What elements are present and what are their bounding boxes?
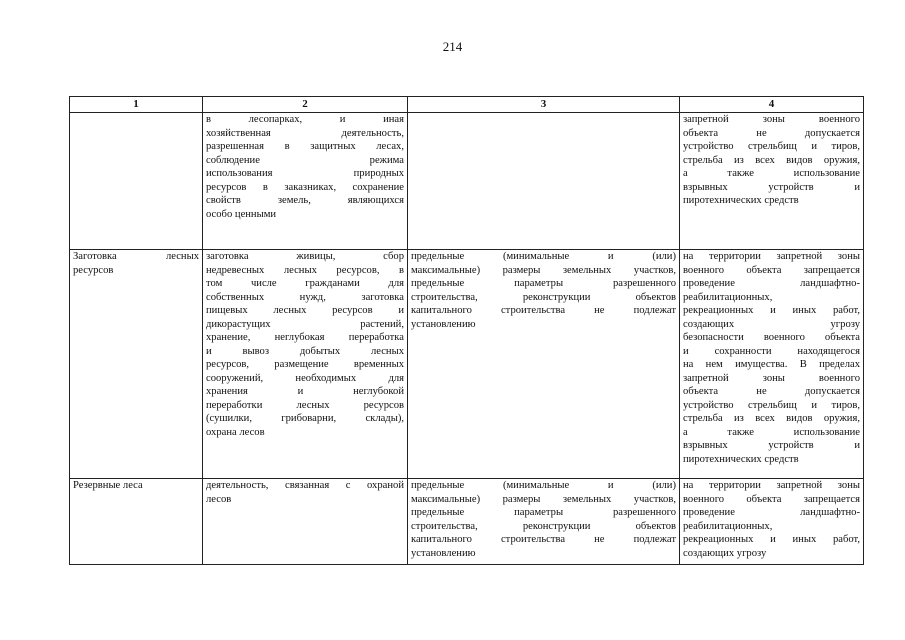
cell-text-line: рекреационных и иных работ, [683, 534, 860, 545]
cell-text-line: капитального строительства не подлежат [411, 305, 676, 316]
cell-text-line: и вывоз добытых лесных [206, 345, 404, 357]
page-number: 214 [442, 39, 463, 54]
cell-text-line: охрана лесов [206, 426, 265, 438]
table-header-row [70, 97, 864, 113]
cell-text-line: заготовка живицы, сбор [206, 251, 404, 262]
cell-text-line: на нем имущества. В пределах [683, 359, 860, 370]
cell-text-line: ресурсов, размещение временных [206, 359, 404, 370]
cell-text-line: стрельба из всех видов оружия, [683, 154, 860, 166]
table-row [70, 479, 864, 565]
cell-text-line: предельные параметры разрешенного [411, 278, 676, 289]
table-row [70, 250, 864, 479]
cell-text-line: хранение, неглубокая переработка [206, 332, 404, 343]
document-table [69, 96, 864, 565]
column-header-2: 2 [203, 97, 408, 113]
cell-text-line: стрельба из всех видов оружия, [683, 413, 860, 424]
cell-text-line: запретной зоны военного [683, 372, 860, 384]
table-cell-col1 [70, 250, 203, 479]
cell-text-line: лесов [206, 493, 232, 505]
cell-text-line: реабилитационных, [683, 520, 773, 532]
cell-text-line: создающих угрозу [683, 318, 860, 330]
table-row [70, 113, 864, 250]
cell-text-line: максимальные) размеры земельных участков, [411, 264, 676, 276]
cell-text-line: хранения и неглубокой [206, 386, 404, 397]
column-header-4: 4 [680, 97, 864, 113]
table-cell-col1 [70, 479, 203, 565]
cell-text-line: собственных нужд, заготовка [206, 291, 404, 303]
cell-text-line: объекта не допускается [683, 127, 860, 139]
cell-text-line: и сохранности находящегося [683, 345, 860, 357]
cell-text-line: использования природных [206, 168, 404, 179]
cell-text-line: рекреационных и иных работ, [683, 305, 860, 316]
cell-text-line: устройство стрельбищ и тиров, [683, 399, 860, 411]
cell-text-line: пищевых лесных ресурсов и [206, 305, 404, 316]
table-cell-col3 [408, 250, 680, 479]
cell-text-line: Заготовка лесных [73, 251, 199, 262]
cell-text-line: дикорастущих растений, [206, 318, 404, 330]
cell-text-line: максимальные) размеры земельных участков, [411, 493, 676, 505]
cell-text-line: реабилитационных, [683, 291, 773, 303]
cell-text-line: предельные (минимальные и (или) [411, 480, 676, 491]
cell-text-line: ресурсов [73, 264, 114, 276]
cell-text-line: соблюдение режима [206, 154, 404, 166]
cell-text-line: а также использование [683, 426, 860, 438]
table-cell-col4 [680, 113, 864, 250]
table-cell-col4 [680, 250, 864, 479]
cell-text-line: особо ценными [206, 208, 277, 220]
cell-text-line: запретной зоны военного [683, 114, 860, 125]
table-cell-col2 [203, 479, 408, 565]
cell-text-line: строительства, реконструкции объектов [411, 291, 676, 303]
cell-text-line: установлению [411, 318, 476, 330]
cell-text-line: сооружений, необходимых для [206, 372, 404, 384]
cell-text-line: взрывных устройств и [683, 181, 860, 193]
cell-text-line: военного объекта запрещается [683, 264, 860, 276]
cell-text-line: пиротехнических средств [683, 453, 799, 465]
cell-text-line: объекта не допускается [683, 386, 860, 397]
cell-text-line: предельные (минимальные и (или) [411, 251, 676, 262]
cell-text-line: том числе гражданами для [206, 278, 404, 289]
cell-text-line: деятельность, связанная с охраной [206, 480, 404, 491]
cell-text-line: хозяйственная деятельность, [206, 127, 404, 139]
cell-text-line: а также использование [683, 168, 860, 179]
cell-text-line: свойств земель, являющихся [206, 195, 404, 206]
table-cell-col2 [203, 113, 408, 250]
cell-text-line: в лесопарках, и иная [206, 114, 404, 125]
table-cell-col3 [408, 479, 680, 565]
cell-text-line: установлению [411, 547, 476, 559]
table-cell-col3 [408, 113, 680, 250]
cell-text-line: ресурсов в заказниках, сохранение [206, 181, 404, 193]
cell-text-line: взрывных устройств и [683, 440, 860, 451]
table-viewport [0, 96, 905, 576]
table-cell-col1 [70, 113, 203, 250]
table-cell-col2 [203, 250, 408, 479]
cell-text-line: устройство стрельбищ и тиров, [683, 141, 860, 152]
cell-text-line: Резервные леса [73, 480, 143, 491]
cell-text-line: пиротехнических средств [683, 195, 799, 206]
cell-text-line: недревесных лесных ресурсов, в [206, 264, 404, 276]
table-cell-col4 [680, 479, 864, 565]
cell-text-line: переработки лесных ресурсов [206, 399, 404, 411]
column-header-3: 3 [408, 97, 680, 113]
cell-text-line: военного объекта запрещается [683, 493, 860, 505]
cell-text-line: проведение ландшафтно- [683, 278, 860, 289]
cell-text-line: на территории запретной зоны [683, 480, 860, 491]
cell-text-line: создающих угрозу [683, 547, 767, 559]
cell-text-line: разрешенная в защитных лесах, [206, 141, 404, 152]
cell-text-line: строительства, реконструкции объектов [411, 520, 676, 532]
cell-text-line: на территории запретной зоны [683, 251, 860, 262]
column-header-1: 1 [70, 97, 203, 113]
cell-text-line: капитального строительства не подлежат [411, 534, 676, 545]
cell-text-line: (сушилки, грибоварни, склады), [206, 413, 404, 424]
cell-text-line: проведение ландшафтно- [683, 507, 860, 518]
cell-text-line: предельные параметры разрешенного [411, 507, 676, 518]
cell-text-line: безопасности военного объекта [683, 332, 860, 343]
